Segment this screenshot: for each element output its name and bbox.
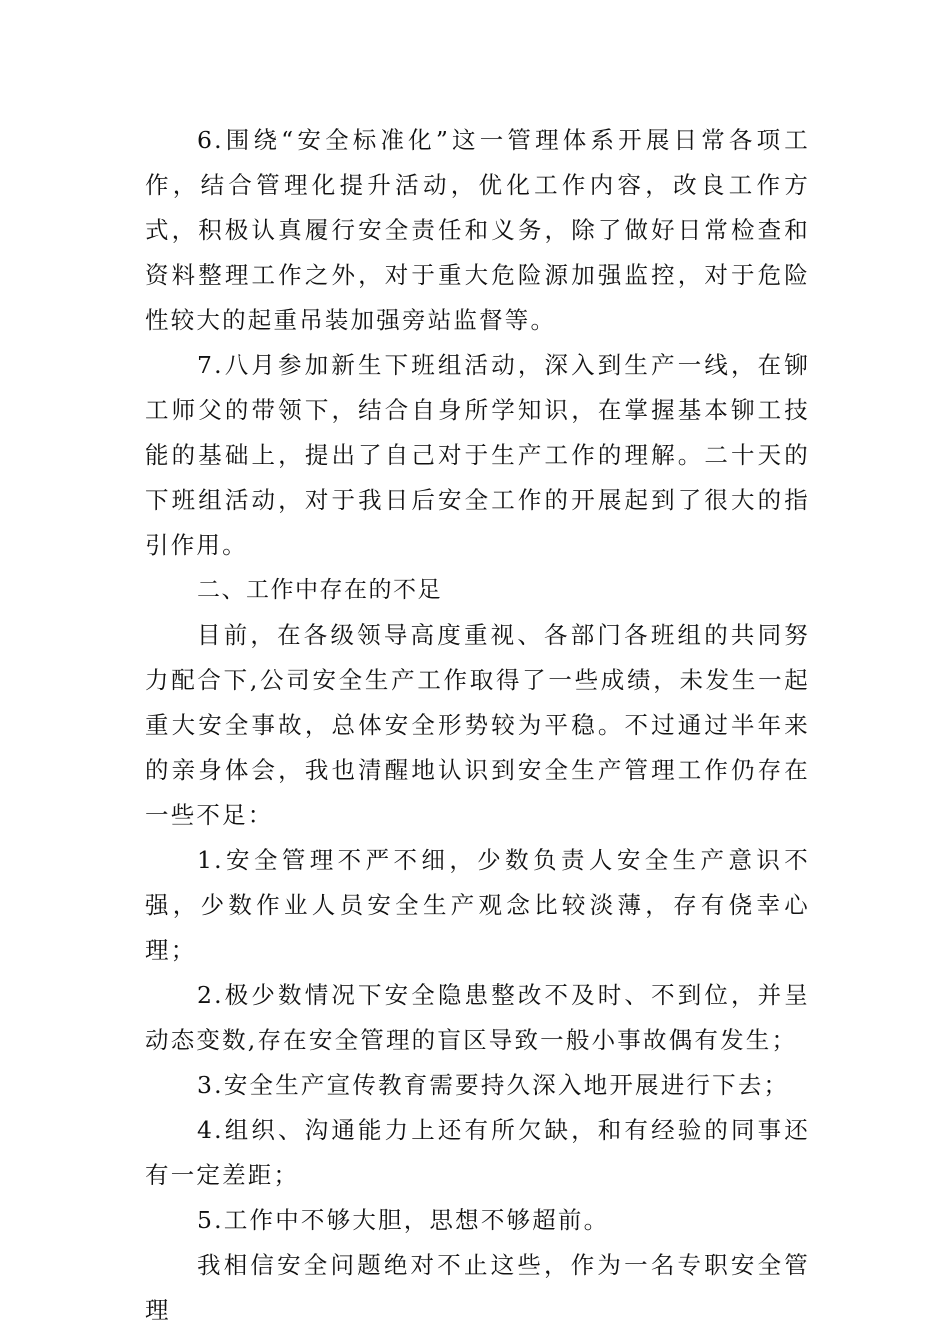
shortcoming-item-2: 2.极少数情况下安全隐患整改不及时、不到位，并呈动态变数,存在安全管理的盲区导致一般小事故偶有发生； [145,981,810,1054]
intro-paragraph: 目前，在各级领导高度重视、各部门各班组的共同努力配合下,公司安全生产工作取得了一些成绩，未发生一起重大安全事故，总体安全形势较为平稳。不过通过半年来的亲身体会，我也清醒地认识到安全生产管理工作仍存在一些不足： [145,621,810,829]
document-body [145,118,810,1333]
paragraph-item-6: 6.围绕“安全标准化”这一管理体系开展日常各项工作，结合管理化提升活动，优化工作内容，改良工作方式，积极认真履行安全责任和义务，除了做好日常检查和资料整理工作之外，对于重大危险源加强监控，对于危险性较大的起重吊装加强旁站监督等。 [145,126,810,334]
section-heading: 二、工作中存在的不足 [197,577,442,603]
shortcoming-item-1: 1.安全管理不严不细，少数负责人安全生产意识不强，少数作业人员安全生产观念比较淡薄，存有侥幸心理； [145,846,810,964]
closing-paragraph: 我相信安全问题绝对不止这些，作为一名专职安全管理 [145,1251,810,1324]
paragraph-item-7: 7.八月参加新生下班组活动，深入到生产一线，在铆工师父的带领下，结合自身所学知识，在掌握基本铆工技能的基础上，提出了自己对于生产工作的理解。二十天的下班组活动，对于我日后安全工作的开展起到了很大的指引作用。 [145,351,810,559]
shortcoming-item-5: 5.工作中不够大胆，思想不够超前。 [197,1206,610,1234]
shortcoming-item-4: 4.组织、沟通能力上还有所欠缺，和有经验的同事还有一定差距； [145,1116,810,1189]
shortcoming-item-3: 3.安全生产宣传教育需要持久深入地开展进行下去； [197,1071,790,1099]
